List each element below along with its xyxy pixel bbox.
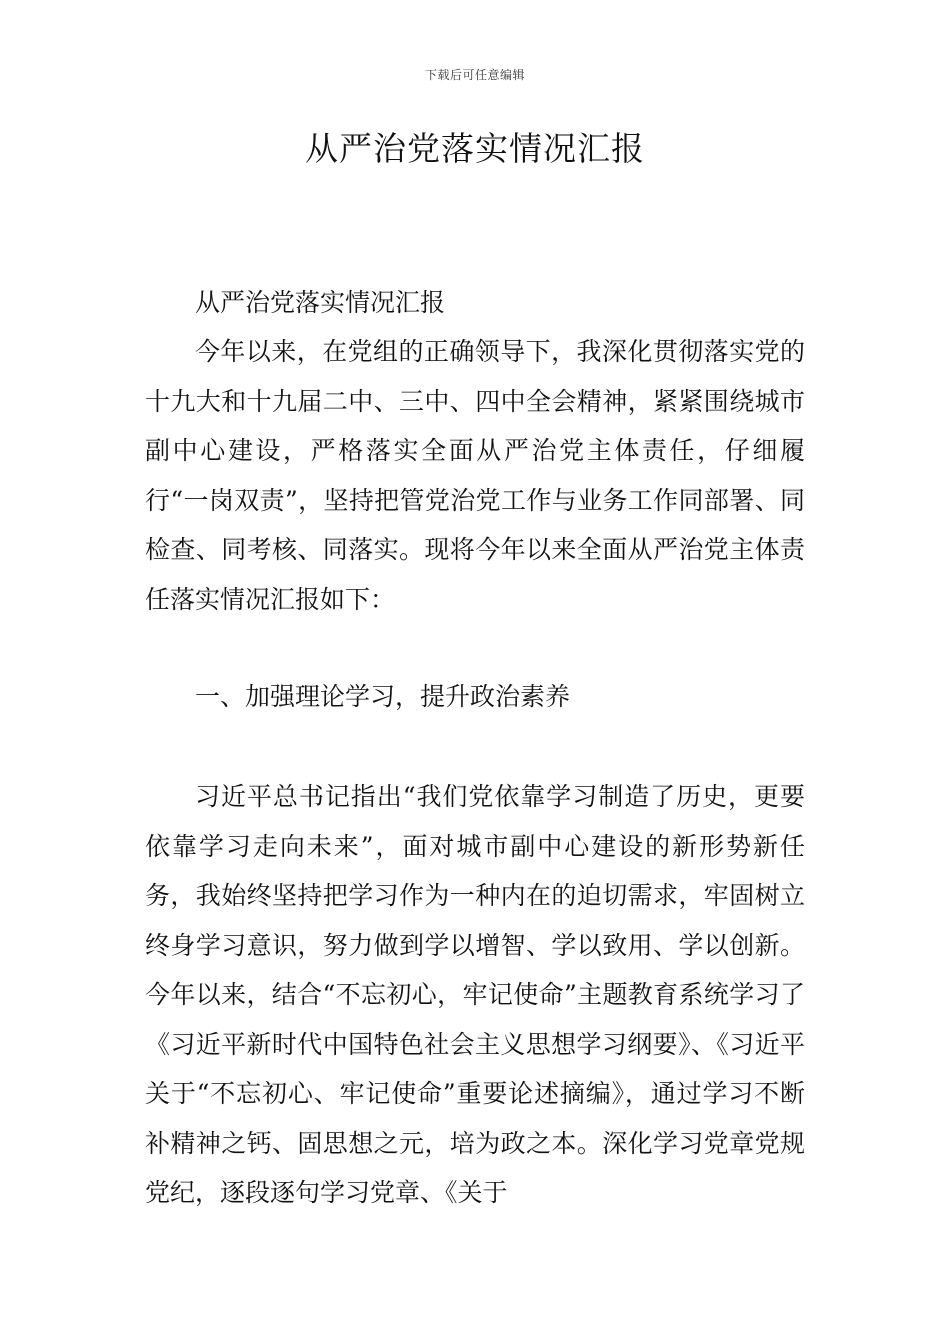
- section-paragraph: 习近平总书记指出“我们党依靠学习制造了历史，更要依靠学习走向未来”，面对城市副中心建设的新形势新任务，我始终坚持把学习作为一种内在的迫切需求，牢固树立终身学习意识，努力做到学以增智、学以致用、学以创新。今年以来，结合“不忘初心，牢记使命”主题教育系统学习了《习近平新时代中国特色社会主义思想学习纲要》、《习近平关于“不忘初心、牢记使命”重要论述摘编》，通过学习不断补精神之钙、固思想之元，培为政之本。深化学习党章党规党纪，逐段逐句学习党章、《关于: [145, 782, 805, 1207]
- document-title: 从严治党落实情况汇报: [305, 129, 645, 168]
- document-subtitle: 从严治党落实情况汇报: [195, 288, 446, 317]
- intro-paragraph: 今年以来，在党组的正确领导下，我深化贯彻落实党的十九大和十九届二中、三中、四中全会精神，紧紧围绕城市副中心建设，严格落实全面从严治党主体责任，仔细履行“一岗双责”，坚持把管党治党工作与业务工作同部署、同检查、同考核、同落实。现将今年以来全面从严治党主体责任落实情况汇报如下：: [145, 337, 805, 614]
- header-note: 下载后可任意编辑: [424, 68, 525, 82]
- section-heading: 一、加强理论学习，提升政治素养: [195, 682, 571, 711]
